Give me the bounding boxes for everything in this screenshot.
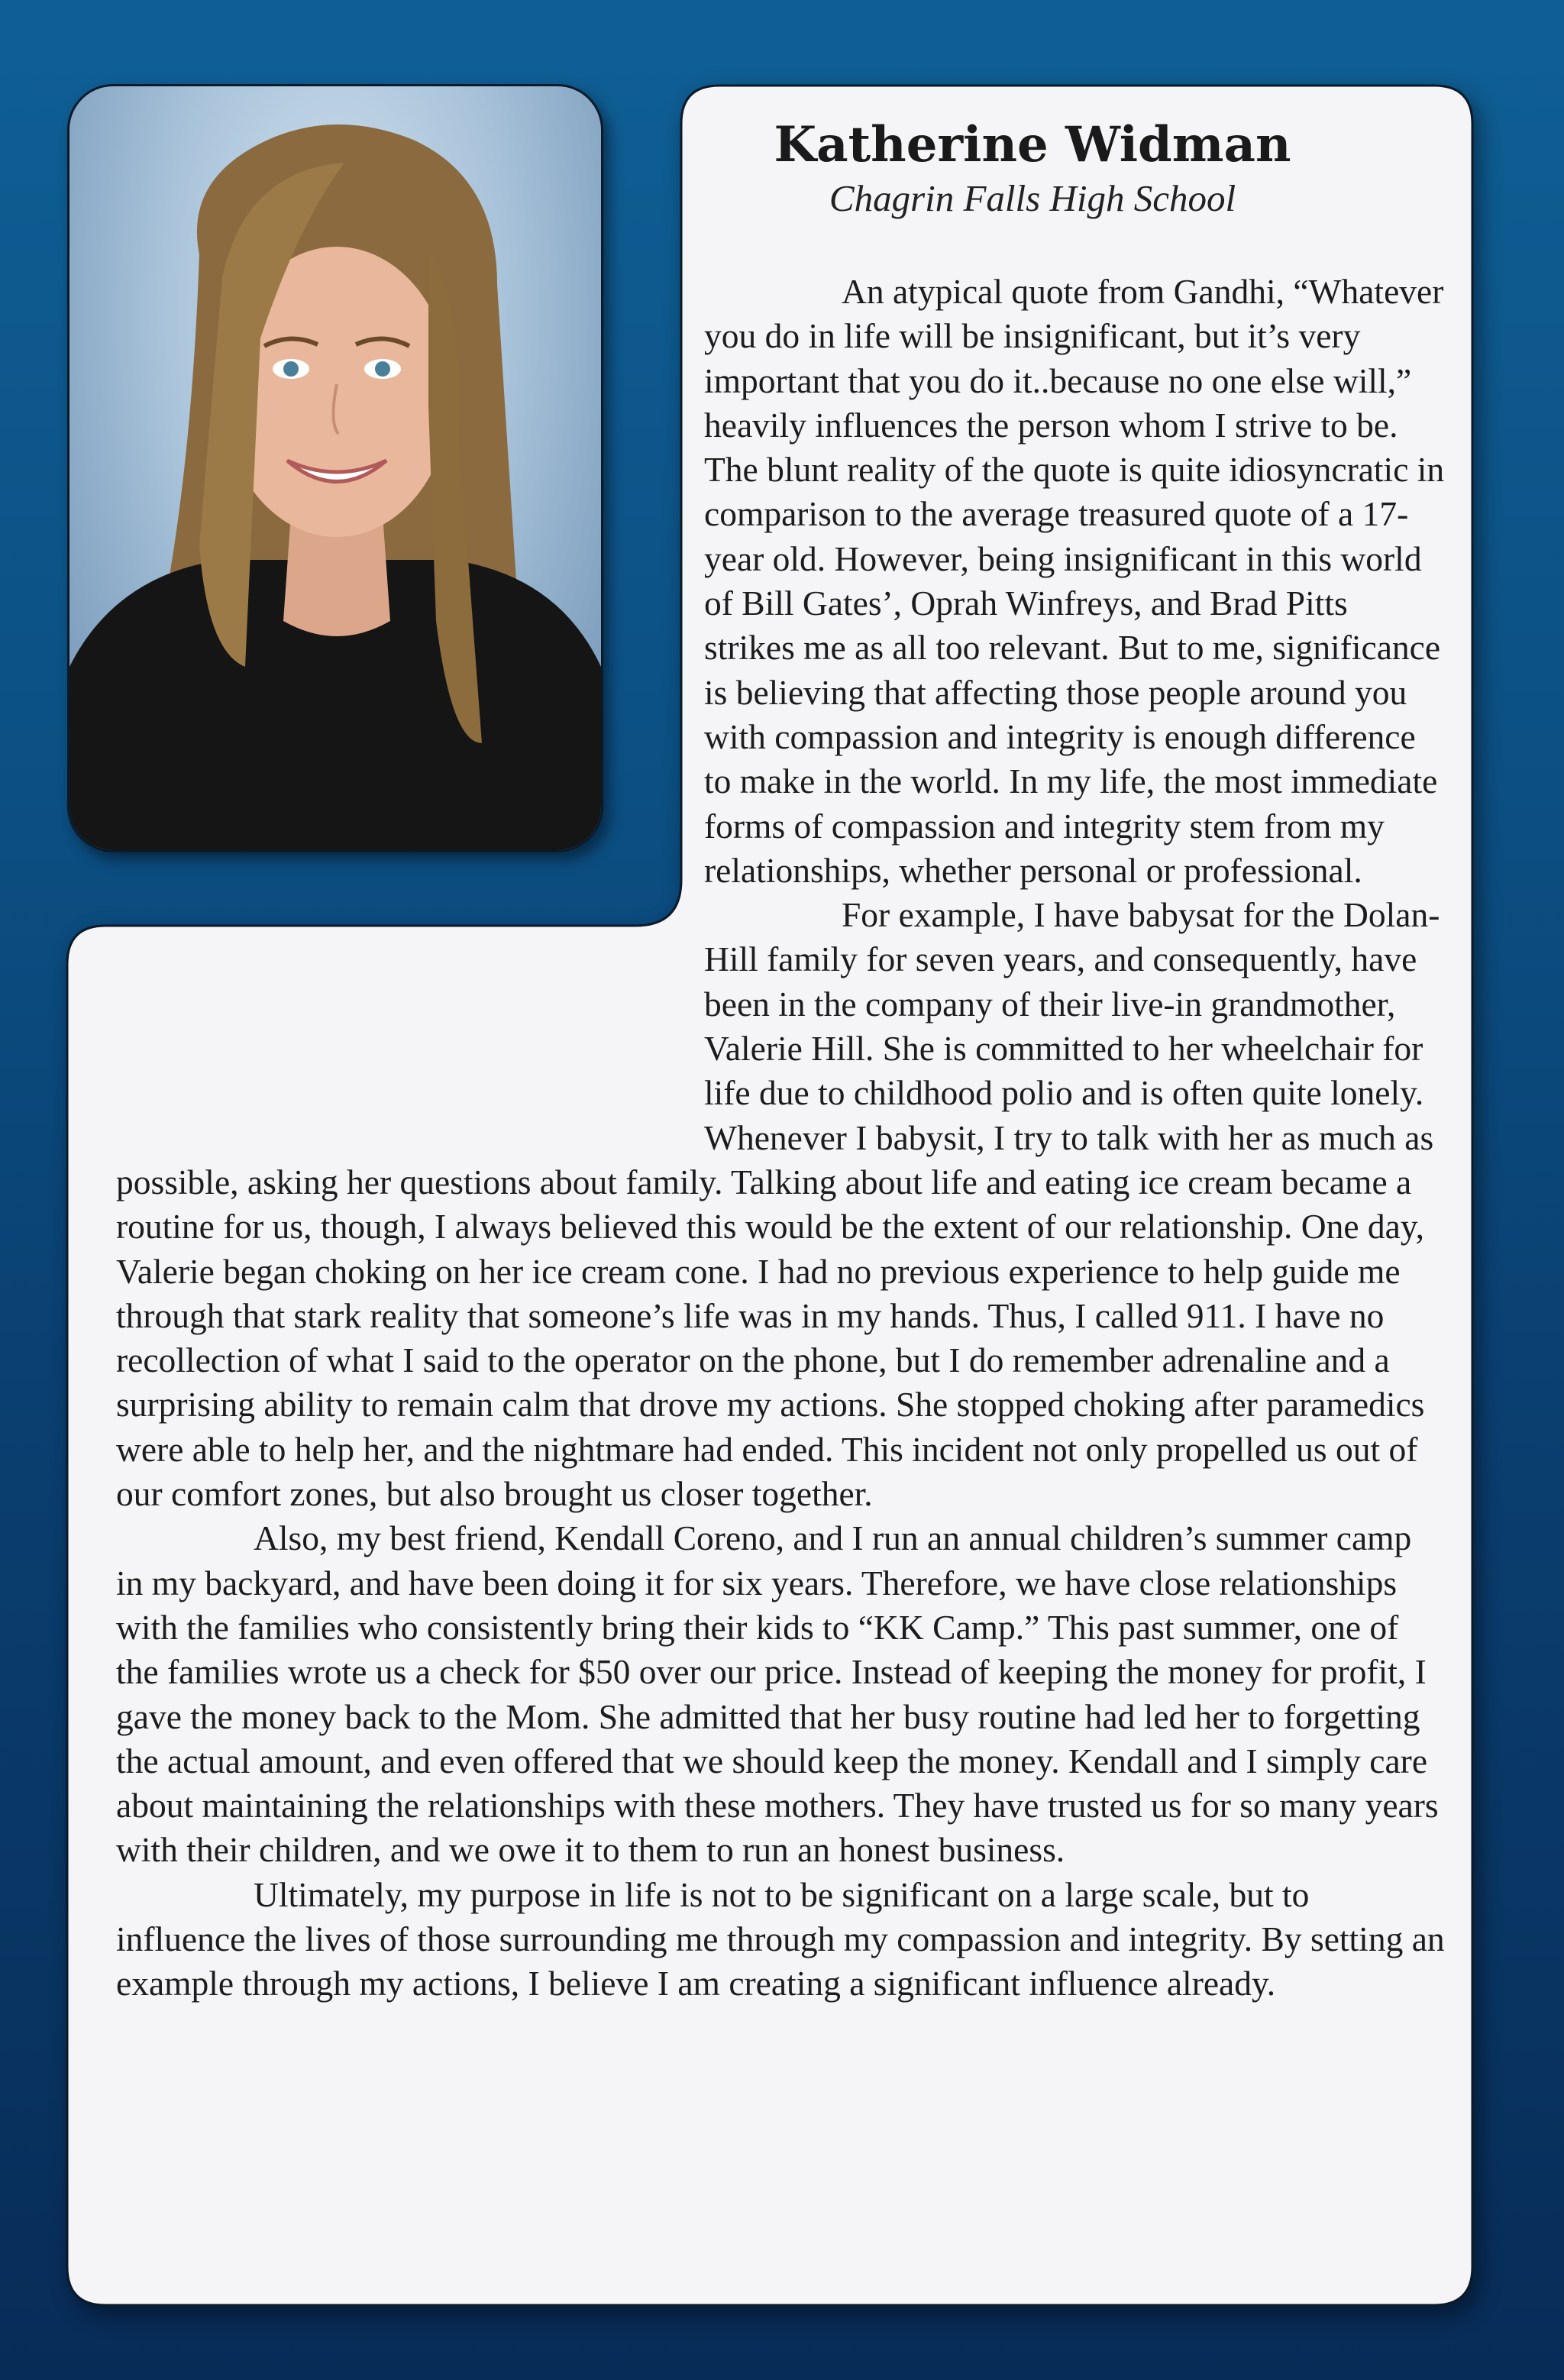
student-name: Katherine Widman bbox=[774, 116, 1291, 173]
essay-paragraph: An atypical quote from Gandhi, “Whatever you do in life will be insignificant, but it’s very important that you do it..because no one else will,” heavily influences the person whom I strive to be. The blunt reality of the quote is quite idiosyncratic in comparison to the average treasured quote of a 17-year old. However, being insignificant in this world of Bill Gates’, Oprah Winfreys, and Brad Pitts strikes me as all too relevant. But to me, significance is believing that affecting those people around you with compassion and integrity is enough difference to make in the world. In my life, the most immediate forms of compassion and integrity stem from my relationships, whether personal or professional. bbox=[704, 272, 1445, 890]
essay-paragraph: For example, I have babysat for the Dolan-Hill family for seven years, and consequently, have been in the company of their live-in grandmother, Valerie Hill. She is committed to her wheelchair for life due to childhood polio and is often quite lonely. Whenever I babysit, I try to talk with her as much as possible, asking her questions about family. Talking about life and eating ice cream became a routine for us, though, I always believed this would be the extent of our relationship. One day, Valerie began choking on her ice cream cone. I had no previous experience to help guide me through that stark reality that someone’s life was in my hands. Thus, I called 911. I have no recollection of what I said to the operator on the phone, but I do remember adrenaline and a surprising ability to remain calm that drove my actions. She stopped choking after paramedics were able to help her, and the nightmare had ended. This incident not only propelled us out of our comfort zones, but also brought us closer together. bbox=[116, 895, 1440, 1514]
header bbox=[689, 115, 1376, 222]
essay-content bbox=[116, 115, 1445, 2007]
essay-paragraph: Also, my best friend, Kendall Coreno, and I run an annual children’s summer camp in my backyard, and have been doing it for six years. Therefore, we have close relationships with the families who consistently bring their kids to “KK Camp.” This past summer, one of the families wrote us a check for $50 over our price. Instead of keeping the money for profit, I gave the money back to the Mom. She admitted that her busy routine had led her to forgetting the actual amount, and even offered that we should keep the money. Kendall and I simply care about maintaining the relationships with these mothers. They have trusted us for so many years with their children, and we owe it to them to run an honest business. bbox=[116, 1518, 1439, 1870]
essay-body bbox=[116, 115, 1445, 2007]
school-name: Chagrin Falls High School bbox=[829, 177, 1236, 219]
essay-paragraph: Ultimately, my purpose in life is not to be significant on a large scale, but to influence the lives of those surrounding me through my compassion and integrity. By setting an example through my actions, I believe I am creating a significant influence already. bbox=[116, 1874, 1445, 2003]
